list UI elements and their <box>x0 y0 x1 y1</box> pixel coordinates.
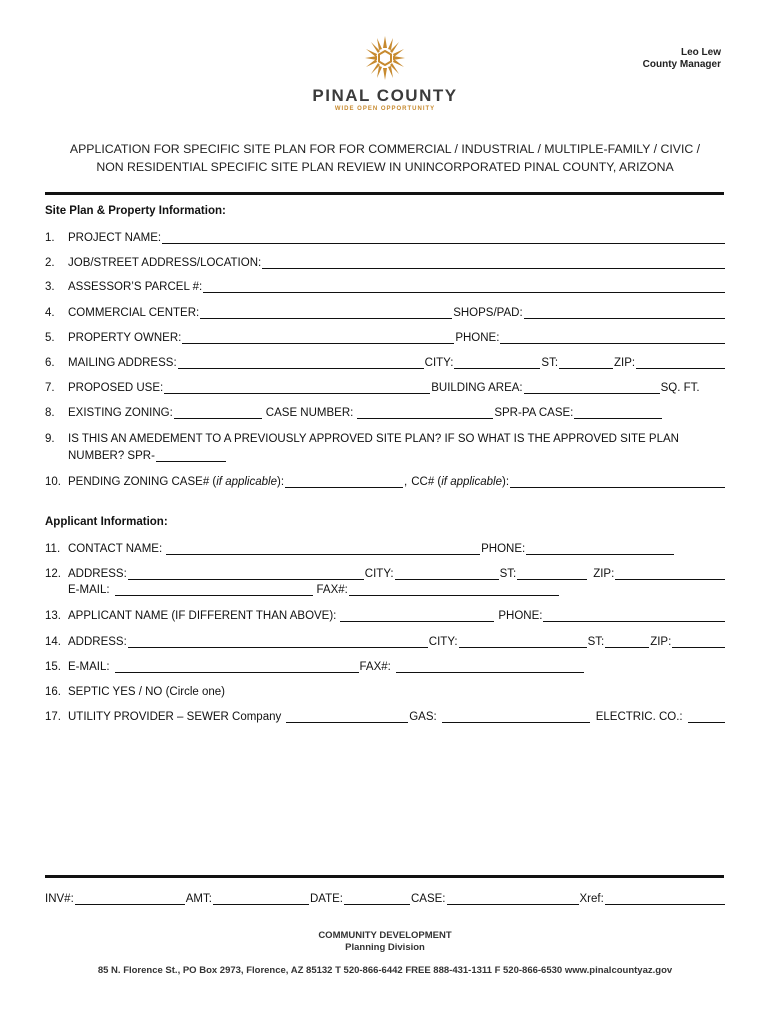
title-line-1: APPLICATION FOR SPECIFIC SITE PLAN FOR FOR COMMERCIAL / INDUSTRIAL / MULTIPLE-FAMILY / CIVIC / <box>69 142 701 156</box>
footer-contact: 85 N. Florence St., PO Box 2973, Florence, AZ 85132 T 520-866-6442 FREE 888-431-1311 F 520-866-6530 www.pinalcountyaz.gov <box>97 965 673 976</box>
separator-comma: , <box>404 476 408 488</box>
label-city: CITY: <box>364 568 394 580</box>
item-number: 16. <box>45 686 61 698</box>
label-state: ST: <box>541 357 559 369</box>
contact-phone-input[interactable] <box>526 542 674 555</box>
date-input[interactable] <box>344 892 410 905</box>
item-number: 3. <box>45 281 55 293</box>
site-section-heading: Site Plan & Property Information: <box>45 205 226 217</box>
item-number: 17. <box>45 711 61 723</box>
label-contact-name: CONTACT NAME: <box>68 543 163 555</box>
office-use-row <box>45 889 726 905</box>
parcel-input[interactable] <box>203 280 725 293</box>
field-amendment <box>45 429 726 445</box>
shops-pad-input[interactable] <box>524 306 725 319</box>
email-2-input[interactable] <box>115 660 359 673</box>
field-proposed-use <box>45 378 726 394</box>
existing-zoning-input[interactable] <box>174 406 262 419</box>
case-number-input[interactable] <box>357 406 493 419</box>
cc-input[interactable] <box>510 475 725 488</box>
zip-2-input[interactable] <box>672 635 725 648</box>
item-number: 14. <box>45 636 61 648</box>
footer-dept-name: COMMUNITY DEVELOPMENT <box>318 930 452 941</box>
label-electric: ELECTRIC. CO.: <box>595 711 683 723</box>
mailing-address-input[interactable] <box>178 356 424 369</box>
field-applicant-email <box>68 580 560 596</box>
label-parcel: ASSESSOR’S PARCEL #: <box>68 281 203 293</box>
label-phone: PHONE: <box>498 610 543 622</box>
field-address-2 <box>45 632 726 648</box>
applicant-zip-input[interactable] <box>615 567 725 580</box>
field-septic <box>45 682 726 698</box>
item-number: 6. <box>45 357 55 369</box>
item-number: 1. <box>45 232 55 244</box>
owner-phone-input[interactable] <box>500 331 725 344</box>
label-amendment-question: IS THIS AN AMEDEMENT TO A PREVIOUSLY APPROVED SITE PLAN? IF SO WHAT IS THE APPROVED SITE PLAN <box>68 433 679 445</box>
manager-title: County Manager <box>642 59 721 70</box>
label-address-location: JOB/STREET ADDRESS/LOCATION: <box>68 257 262 269</box>
label-septic: SEPTIC YES / NO (Circle one) <box>68 686 225 698</box>
footer-department <box>0 930 770 954</box>
office-use-divider <box>45 875 724 878</box>
field-email-2 <box>45 657 726 673</box>
applicant-city-input[interactable] <box>395 567 499 580</box>
mailing-state-input[interactable] <box>559 356 613 369</box>
address-location-input[interactable] <box>262 256 725 269</box>
label-case-number: CASE NUMBER: <box>265 407 354 419</box>
label-fax: FAX#: <box>316 584 348 596</box>
label-city: CITY: <box>424 357 454 369</box>
electric-input[interactable] <box>688 710 725 723</box>
label-xref: Xref: <box>579 893 604 905</box>
amt-input[interactable] <box>213 892 309 905</box>
label-project-name: PROJECT NAME: <box>68 232 162 244</box>
item-number: 12. <box>45 568 61 580</box>
item-number: 9. <box>45 433 55 445</box>
contact-name-input[interactable] <box>166 542 480 555</box>
applicant-state-input[interactable] <box>517 567 587 580</box>
item-number: 15. <box>45 661 61 673</box>
field-applicant-address <box>45 564 726 580</box>
mailing-zip-input[interactable] <box>636 356 725 369</box>
sun-logo-icon <box>363 34 407 82</box>
inv-input[interactable] <box>75 892 185 905</box>
building-area-input[interactable] <box>524 381 660 394</box>
label-zip: ZIP: <box>593 568 615 580</box>
applicant-address-input[interactable] <box>128 567 364 580</box>
label-spr-pa-case: SPR-PA CASE: <box>494 407 574 419</box>
label-email: E-MAIL: <box>68 584 110 596</box>
xref-input[interactable] <box>605 892 725 905</box>
label-zip: ZIP: <box>650 636 672 648</box>
label-cc: CC# (if applicable): <box>411 476 510 488</box>
county-logo <box>0 34 770 87</box>
label-fax: FAX#: <box>359 661 391 673</box>
item-number: 4. <box>45 307 55 319</box>
applicant-fax-input[interactable] <box>349 583 559 596</box>
applicant-name-input[interactable] <box>340 609 494 622</box>
field-applicant-name <box>45 606 726 622</box>
label-phone: PHONE: <box>455 332 500 344</box>
label-proposed-use: PROPOSED USE: <box>68 382 164 394</box>
label-commercial-center: COMMERCIAL CENTER: <box>68 307 200 319</box>
item-number: 13. <box>45 610 61 622</box>
label-gas: GAS: <box>409 711 437 723</box>
spr-number-input[interactable] <box>156 449 226 462</box>
address-2-input[interactable] <box>128 635 428 648</box>
label-email: E-MAIL: <box>68 661 110 673</box>
label-date: DATE: <box>309 893 343 905</box>
item-number: 10. <box>45 476 61 488</box>
project-name-input[interactable] <box>162 231 725 244</box>
state-2-input[interactable] <box>605 635 649 648</box>
label-sq-ft: SQ. FT. <box>660 382 700 394</box>
label-address: ADDRESS: <box>68 636 127 648</box>
field-project-name <box>45 228 726 244</box>
title-line-2: NON RESIDENTIAL SPECIFIC SITE PLAN REVIEW IN UNINCORPORATED PINAL COUNTY, ARIZONA <box>96 160 674 174</box>
city-2-input[interactable] <box>459 635 587 648</box>
field-contact-name <box>45 539 726 555</box>
label-city: CITY: <box>428 636 458 648</box>
item-number: 5. <box>45 332 55 344</box>
label-state: ST: <box>499 568 517 580</box>
label-sewer: UTILITY PROVIDER – SEWER Company <box>68 711 282 723</box>
spr-pa-case-input[interactable] <box>574 406 662 419</box>
commercial-center-input[interactable] <box>200 306 452 319</box>
case-input[interactable] <box>447 892 579 905</box>
field-parcel <box>45 277 726 293</box>
label-existing-zoning: EXISTING ZONING: <box>68 407 173 419</box>
label-address: ADDRESS: <box>68 568 127 580</box>
fax-2-input[interactable] <box>396 660 584 673</box>
field-spr-number <box>68 446 227 462</box>
item-number: 11. <box>45 543 61 555</box>
item-number: 7. <box>45 382 55 394</box>
field-pending-zoning <box>45 472 726 488</box>
document-title <box>40 140 730 176</box>
gas-input[interactable] <box>442 710 590 723</box>
title-divider <box>45 192 724 195</box>
label-mailing-address: MAILING ADDRESS: <box>68 357 177 369</box>
applicant-phone-input[interactable] <box>543 609 725 622</box>
label-inv: INV#: <box>45 893 74 905</box>
proposed-use-input[interactable] <box>164 381 430 394</box>
field-existing-zoning <box>45 403 726 419</box>
applicant-email-input[interactable] <box>115 583 313 596</box>
label-building-area: BUILDING AREA: <box>431 382 523 394</box>
pending-zoning-input[interactable] <box>285 475 403 488</box>
logo-tagline: WIDE OPEN OPPORTUNITY <box>334 106 436 112</box>
label-phone: PHONE: <box>481 543 526 555</box>
field-utility-provider <box>45 707 726 723</box>
label-spr-number: NUMBER? SPR- <box>68 450 155 462</box>
item-number: 8. <box>45 407 55 419</box>
logo-wordmark: PINAL COUNTY <box>312 86 458 105</box>
label-pending-zoning: PENDING ZONING CASE# (if applicable): <box>68 476 285 488</box>
item-number: 2. <box>45 257 55 269</box>
label-amt: AMT: <box>185 893 212 905</box>
label-property-owner: PROPERTY OWNER: <box>68 332 182 344</box>
footer-division: Planning Division <box>345 942 425 953</box>
field-commercial-center <box>45 303 726 319</box>
mailing-city-input[interactable] <box>454 356 540 369</box>
label-case: CASE: <box>410 893 446 905</box>
label-applicant-name: APPLICANT NAME (IF DIFFERENT THAN ABOVE): <box>68 610 337 622</box>
field-property-owner <box>45 328 726 344</box>
field-mailing-address <box>45 353 726 369</box>
sewer-input[interactable] <box>286 710 408 723</box>
label-zip: ZIP: <box>614 357 636 369</box>
applicant-section-heading: Applicant Information: <box>45 516 168 528</box>
field-address-location <box>45 253 726 269</box>
manager-name: Leo Lew <box>680 47 721 58</box>
property-owner-input[interactable] <box>182 331 454 344</box>
label-state: ST: <box>587 636 605 648</box>
label-shops-pad: SHOPS/PAD: <box>453 307 523 319</box>
